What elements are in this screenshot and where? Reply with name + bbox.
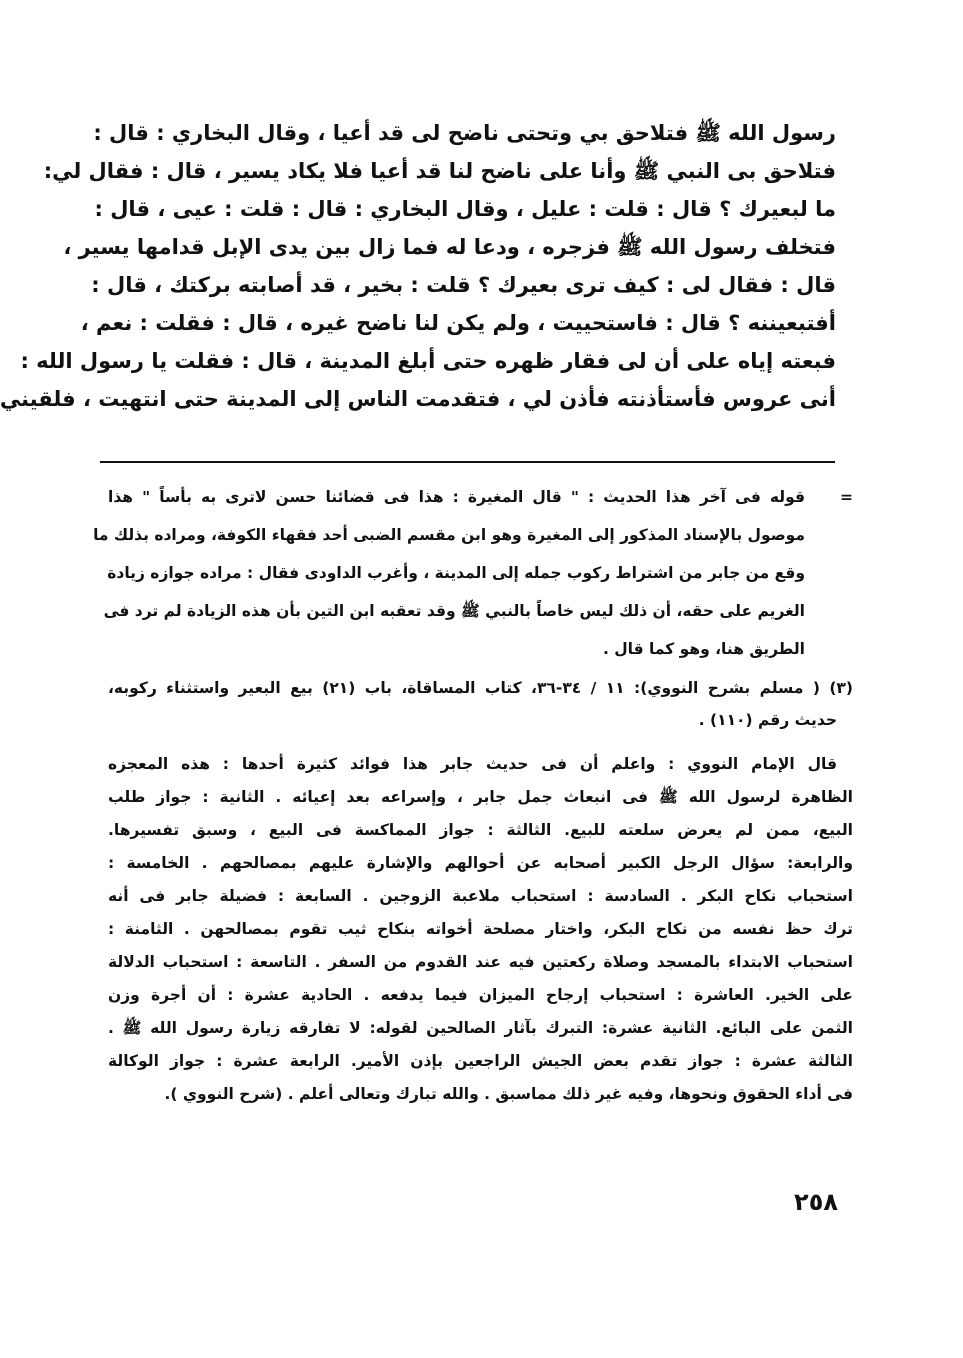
commentary-line: ترك حظ نفسه من نكاح البكر، واختار مصلحة أخواته بنكاح ثيب تقوم بمصالحهن . الثامنة : — [108, 920, 853, 938]
main-text-body — [0, 114, 836, 418]
footnote-line: وقع من جابر من اشتراط ركوب جمله إلى المدينة ، وأغرب الداودى فقال : مراده جوازه زيادة — [107, 564, 805, 582]
footnote-continued — [93, 478, 853, 668]
main-text-line: قال : فقال لى : كيف ترى بعيرك ؟ قلت : بخير ، قد أصابته بركتك ، قال : — [91, 273, 836, 297]
main-text-line: فتلاحق بى النبي ﷺ وأنا على ناضح لنا قد أعيا فلا يكاد يسير ، قال : فقال لي: — [43, 159, 836, 183]
main-text-line: فتخلف رسول الله ﷺ فزجره ، ودعا له فما زال بين يدى الإبل قدامها يسير ، — [63, 235, 836, 259]
commentary-line: الثالثة عشرة : جواز تقدم بعض الجيش الراجعين بإذن الأمير. الرابعة عشرة : جواز الوكالة — [108, 1052, 853, 1070]
commentary-line: استحباب نكاح البكر . السادسة : استحباب ملاعبة الزوجين . السابعة : فضيلة جابر فى أنه — [108, 887, 853, 905]
footnote-continuation-marker: = — [840, 488, 853, 506]
commentary-line: استحباب الابتداء بالمسجد وصلاة ركعتين فيه عند القدوم من السفر . التاسعة : استحباب الدلالة — [108, 953, 853, 971]
commentary-line: على الخير. العاشرة : استحباب إرجاح الميزان فيما يدفعه . الحادية عشرة : أن أجرة وزن — [108, 986, 853, 1004]
main-text-line: فبعته إياه على أن لى فقار ظهره حتى أبلغ المدينة ، قال : فقلت يا رسول الله : — [20, 349, 836, 373]
main-text-line: رسول الله ﷺ فتلاحق بي وتحتى ناضح لى قد أعيا ، وقال البخاري : قال : — [93, 121, 836, 145]
commentary-line: البيع، ممن لم يعرض سلعته للبيع. الثالثة : جواز المماكسة فى البيع ، وسبق تفسيرها. — [108, 821, 853, 839]
nawawi-commentary — [108, 748, 853, 1111]
footnote-line: حديث رقم (١١٠) . — [698, 711, 837, 729]
footnote-line: موصول بالإسناد المذكور إلى المغيرة وهو ابن مقسم الضبى أحد فقهاء الكوفة، ومراده بذلك ما — [93, 526, 805, 544]
commentary-line: فى أداء الحقوق ونحوها، وفيه غير ذلك مماسبق . والله تبارك وتعالى أعلم . (شرح النووي ). — [164, 1085, 853, 1103]
footnote-line: الغريم على حقه، أن ذلك ليس خاصاً بالنبي ﷺ وقد تعقبه ابن التين بأن هذه الزيادة لم ترد فى — [103, 602, 805, 620]
footnote-line: قوله فى آخر هذا الحديث : " قال المغيرة : هذا فى قضائنا حسن لاترى به بأساً " هذا — [108, 488, 805, 506]
main-text-line: أفتبعيننه ؟ قال : فاستحييت ، ولم يكن لنا ناضح غيره ، قال : فقلت : نعم ، — [80, 311, 836, 335]
page-number: ٢٥٨ — [794, 1188, 838, 1216]
footnote-line: (٣) ( مسلم بشرح النووي): ١١ / ٣٤-٣٦، كتاب المساقاة، باب (٢١) بيع البعير واستثناء ركوبه، — [108, 679, 853, 697]
commentary-line: الظاهرة لرسول الله ﷺ فى انبعاث جمل جابر ، وإسراعه بعد إعيائه . الثانية : جواز طلب — [108, 788, 853, 806]
commentary-line: الثمن على البائع. الثانية عشرة: التبرك بآثار الصالحين لقوله: لا تفارقه زيارة رسول الله ﷺ . — [108, 1019, 853, 1037]
footnote-separator — [100, 461, 835, 463]
commentary-line: قال الإمام النووي : واعلم أن فى حديث جابر هذا فوائد كثيرة أحدها : هذه المعجزه — [108, 755, 837, 773]
main-text-line: أنى عروس فأستأذنته فأذن لي ، فتقدمت الناس إلى المدينة حتى انتهيت ، فلقيني — [0, 387, 836, 411]
footnote-line: الطريق هنا، وهو كما قال . — [602, 640, 805, 658]
footnote-3 — [108, 672, 853, 736]
commentary-line: والرابعة: سؤال الرجل الكبير أصحابه عن أحوالهم والإشارة عليهم بمصالحهم . الخامسة : — [108, 854, 853, 872]
main-text-line: ما لبعيرك ؟ قال : قلت : عليل ، وقال البخاري : قال : قلت : عيى ، قال : — [94, 197, 836, 221]
footnotes-section — [93, 478, 853, 1111]
